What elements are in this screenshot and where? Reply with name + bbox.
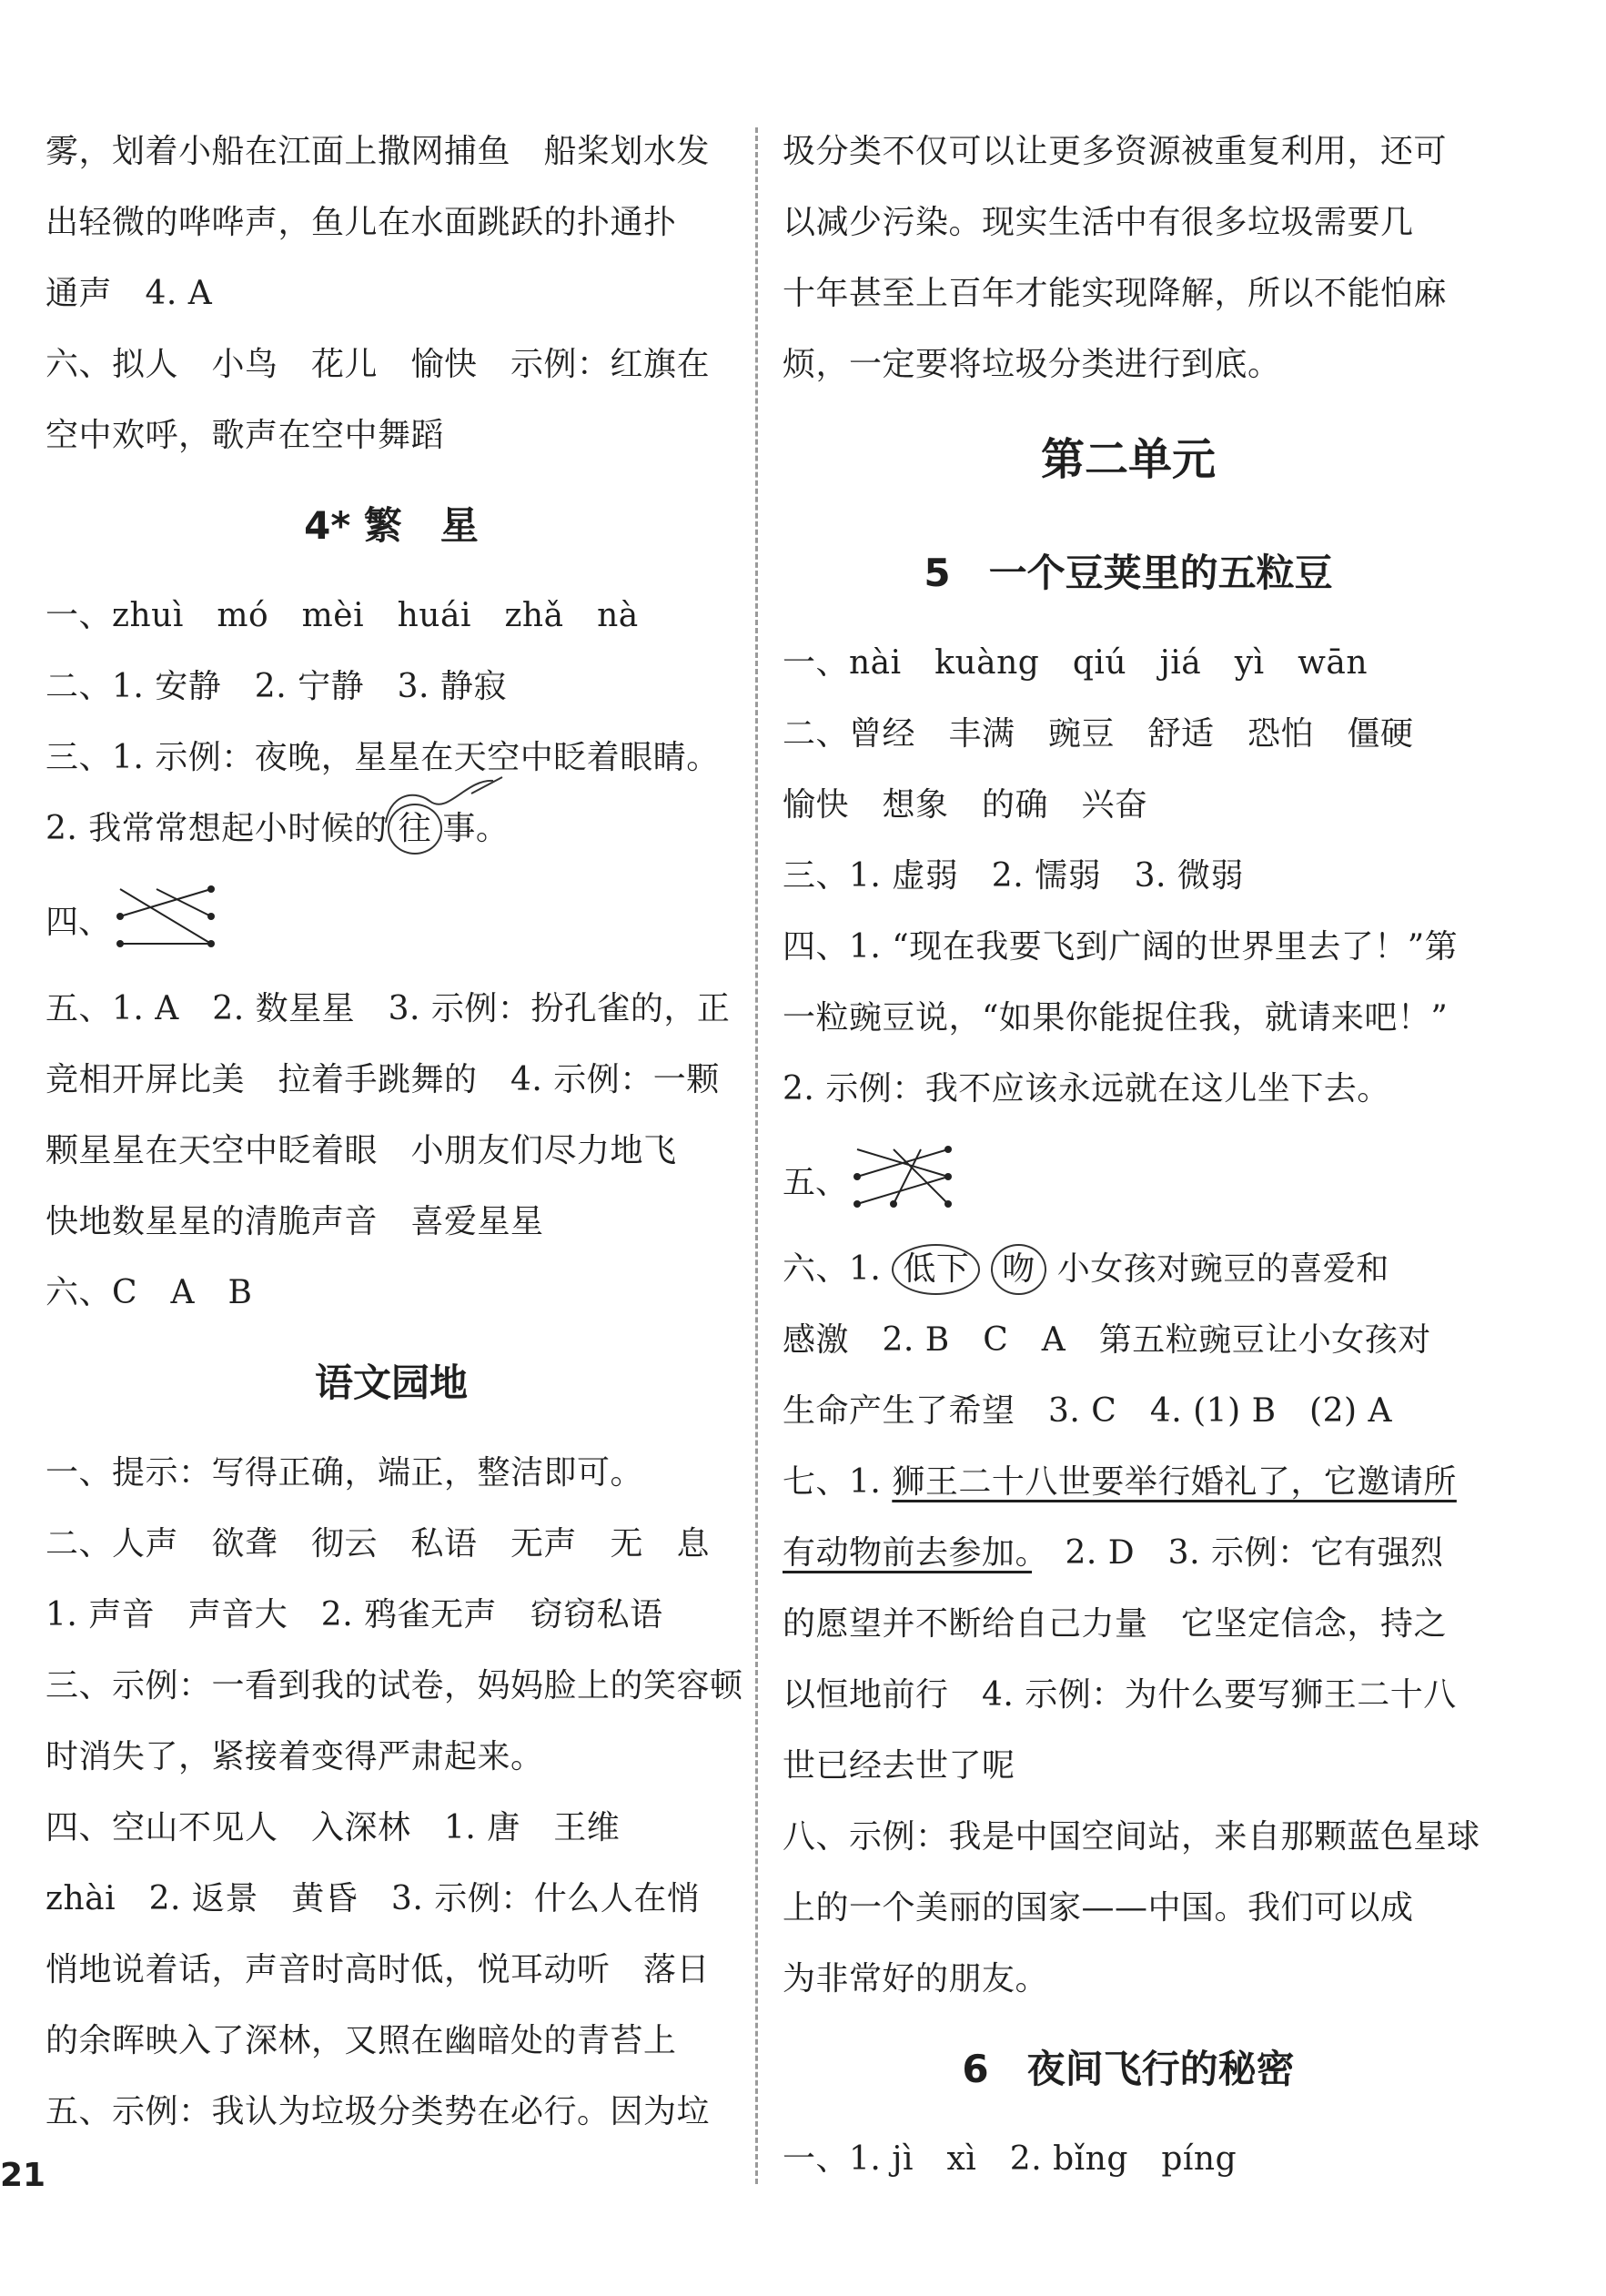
- lesson-4-title: 4* 繁 星: [304, 503, 479, 548]
- lesson-6-title: 6 夜间飞行的秘密: [962, 2047, 1295, 2091]
- text-line: 三、1. 示例：夜晚，星星在天空中眨着眼睛。: [45, 739, 720, 776]
- garden-title: 语文园地: [314, 1360, 468, 1405]
- line-segment: 七、1.: [783, 1463, 882, 1501]
- matching-diagram-row: [783, 1125, 1474, 1234]
- text-line: 时消失了，紧接着变得严肃起来。: [45, 1738, 544, 1775]
- underlined-text: 狮王二十八世要举行婚礼了，它邀请所: [892, 1463, 1457, 1501]
- circled-word: 低下: [892, 1244, 980, 1295]
- text-line: 的余晖映入了深林，又照在幽暗处的青苔上: [45, 2022, 677, 2059]
- circled-word: 吻: [991, 1244, 1046, 1295]
- question-label: 四、: [45, 903, 112, 941]
- text-line: 一、提示：写得正确，端正，整洁即可。: [45, 1454, 644, 1492]
- text-line-underlined: [783, 1518, 1474, 1589]
- text-line: 六、C A B: [45, 1274, 253, 1311]
- text-line: 五、1. A 2. 数星星 3. 示例：扮孔雀的，正: [45, 990, 731, 1027]
- question-label: 五、: [783, 1163, 849, 1201]
- left-column: [45, 116, 743, 2148]
- right-column: [783, 116, 1480, 2195]
- text-line: 八、示例：我是中国空间站，来自那颗蓝色星球: [783, 1818, 1480, 1856]
- text-line: 颗星星在天空中眨着眼 小朋友们尽力地飞: [45, 1132, 677, 1169]
- circled-char: 往: [388, 804, 443, 855]
- text-line: 四、1. “现在我要飞到广阔的世界里去了！”第: [783, 928, 1459, 966]
- circled-correction: [388, 794, 443, 865]
- text-line-circled: [45, 794, 737, 865]
- line-segment: 小女孩对豌豆的喜爱和: [1056, 1250, 1389, 1288]
- text-line: 生命产生了希望 3. C 4. (1) B (2) A: [783, 1392, 1392, 1430]
- text-line: 快地数星星的清脆声音 喜爱星星: [45, 1203, 544, 1240]
- text-line: 圾分类不仅可以让更多资源被重复利用，还可: [783, 133, 1448, 170]
- text-line: 愉快 想象 的确 兴奋: [783, 786, 1148, 824]
- text-line: 一、nài kuàng qiú jiá yì wān: [783, 644, 1369, 682]
- text-line-circled: [783, 1234, 1474, 1305]
- matching-diagram-row: [45, 865, 737, 974]
- text-line: 出轻微的哗哗声，鱼儿在水面跳跃的扑通扑: [45, 204, 677, 241]
- text-line: 三、示例：一看到我的试卷，妈妈脸上的笑容顿: [45, 1667, 743, 1704]
- text-line: 悄地说着话，声音时高时低，悦耳动听 落日: [45, 1951, 711, 1988]
- text-line: 烦，一定要将垃圾分类进行到底。: [783, 346, 1281, 383]
- text-line: 1. 声音 声音大 2. 鸦雀无声 窃窃私语: [45, 1596, 663, 1633]
- text-line: 2. 示例：我不应该永远就在这儿坐下去。: [783, 1070, 1390, 1108]
- text-line: 十年甚至上百年才能实现降解，所以不能怕麻: [783, 275, 1448, 312]
- column-divider: [755, 127, 758, 2184]
- text-line: 的愿望并不断给自己力量 它坚定信念，持之: [783, 1605, 1448, 1643]
- text-line: 竞相开屏比美 拉着手跳舞的 4. 示例：一颗: [45, 1061, 720, 1098]
- unit-title: 第二单元: [1040, 434, 1216, 485]
- text-line: 一、1. jì xì 2. bǐng píng: [783, 2140, 1237, 2178]
- text-line: 二、人声 欲聋 彻云 私语 无声 无 息: [45, 1525, 711, 1563]
- text-line: 三、1. 虚弱 2. 懦弱 3. 微弱: [783, 857, 1244, 895]
- text-line: 以恒地前行 4. 示例：为什么要写狮王二十八: [783, 1676, 1457, 1714]
- text-line: 四、空山不见人 入深林 1. 唐 王维: [45, 1809, 621, 1846]
- text-line: 世已经去世了呢: [783, 1747, 1015, 1785]
- text-line: 一粒豌豆说，“如果你能捉住我，就请来吧！”: [783, 999, 1449, 1037]
- matching-lines-diagram: [111, 869, 229, 969]
- line-segment: 2. D 3. 示例：它有强烈: [1032, 1534, 1444, 1572]
- text-line: 以减少污染。现实生活中有很多垃圾需要几: [783, 204, 1414, 241]
- text-line: 二、曾经 丰满 豌豆 舒适 恐怕 僵硬: [783, 715, 1414, 753]
- text-line: 雾，划着小船在江面上撒网捕鱼 船桨划水发: [45, 133, 711, 170]
- line-segment: 六、1.: [783, 1250, 882, 1288]
- line-segment: 2. 我常常想起小时候的: [45, 810, 388, 847]
- text-line: 六、拟人 小鸟 花儿 愉快 示例：红旗在: [45, 346, 711, 383]
- lesson-5-title: 5 一个豆荚里的五粒豆: [924, 551, 1333, 595]
- text-line: 通声 4. A: [45, 275, 213, 312]
- text-line: 五、示例：我认为垃圾分类势在必行。因为垃: [45, 2093, 711, 2130]
- text-line: 一、zhuì mó mèi huái zhǎ nà: [45, 597, 639, 634]
- matching-lines-diagram: [848, 1129, 966, 1229]
- page-number: 21: [0, 2157, 46, 2194]
- text-line: 二、1. 安静 2. 宁静 3. 静寂: [45, 668, 507, 705]
- underlined-text: 有动物前去参加。: [783, 1534, 1033, 1572]
- text-line: zhài 2. 返景 黄昏 3. 示例：什么人在悄: [45, 1880, 701, 1917]
- text-line: 为非常好的朋友。: [783, 1960, 1049, 1998]
- text-line: 空中欢呼，歌声在空中舞蹈: [45, 417, 445, 454]
- text-line: 上的一个美丽的国家——中国。我们可以成: [783, 1889, 1414, 1927]
- line-segment: 事。: [442, 810, 510, 847]
- text-line: 感激 2. B C A 第五粒豌豆让小女孩对: [783, 1321, 1431, 1359]
- correction-mark-icon: [384, 770, 511, 824]
- text-line-underlined: [783, 1447, 1474, 1518]
